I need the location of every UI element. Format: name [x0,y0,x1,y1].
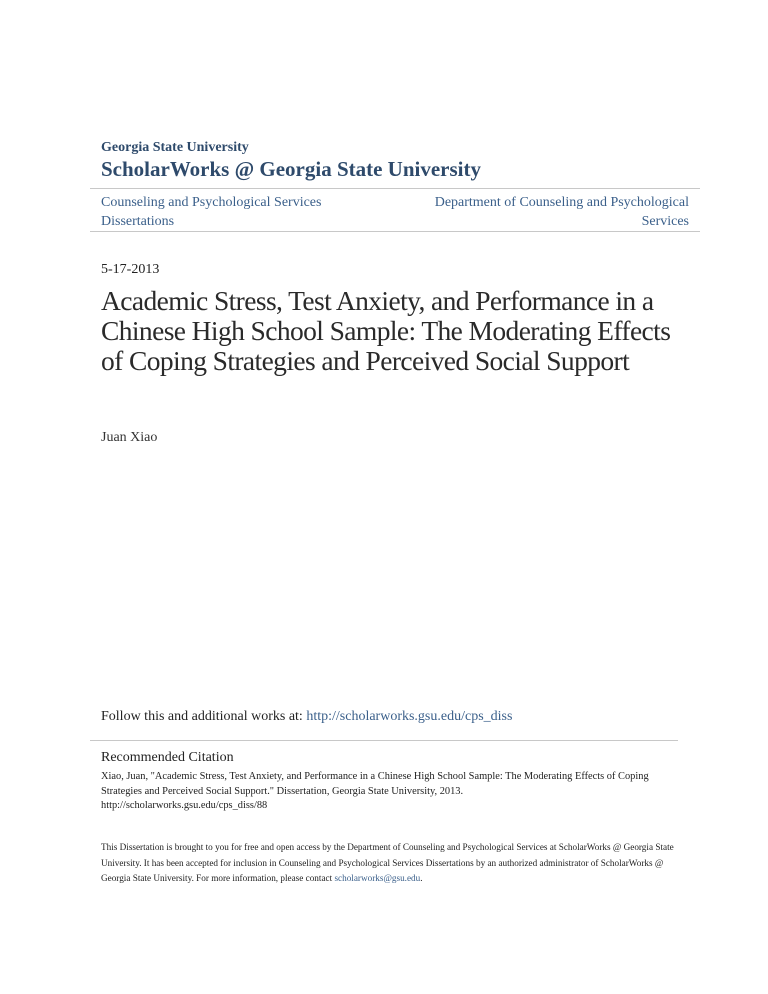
divider [90,740,678,741]
citation-text: Xiao, Juan, "Academic Stress, Test Anxiety, and Performance in a Chinese High School Sample: The Moderating Effects of Coping Strategies and Perceived Social Support." Dissertation, Georgia State University, 2013. [101,771,649,797]
divider [90,188,700,189]
series-link-line1: Counseling and Psychological Services [101,195,322,210]
notice-suffix: . [420,873,423,883]
department-link-line1: Department of Counseling and Psychological [434,195,689,210]
publication-date: 5-17-2013 [101,262,160,277]
series-link[interactable] [101,193,361,231]
follow-prefix: Follow this and additional works at: [101,709,307,724]
notice-text: This Dissertation is brought to you for free and open access by the Department of Counseling and Psychological Services at ScholarWorks @ Georgia State University. It has been accepted for inclusion in Counseling and Psychological Services Dissertations by an authorized administrator of ScholarWorks @ Georgia State University. For more information, please contact [101,842,674,883]
citation-url[interactable]: http://scholarworks.gsu.edu/cps_diss/88 [101,800,268,811]
access-notice [101,840,681,887]
department-link[interactable] [400,193,689,231]
citation-heading: Recommended Citation [101,750,234,765]
series-link-line2: Dissertations [101,214,175,229]
document-title: Academic Stress, Test Anxiety, and Performance in a Chinese High School Sample: The Moderating Effects of Coping Strategies and Perceived Social Support [101,285,671,376]
citation-block [101,770,681,814]
divider [90,231,700,232]
repository-name[interactable]: ScholarWorks @ Georgia State University [101,157,481,181]
department-link-line2: Services [641,214,689,229]
contact-email-link[interactable]: scholarworks@gsu.edu [334,873,421,883]
follow-line [101,709,512,725]
collection-link[interactable]: http://scholarworks.gsu.edu/cps_diss [306,709,513,724]
author-name: Juan Xiao [101,430,158,445]
institution-name: Georgia State University [101,140,249,155]
